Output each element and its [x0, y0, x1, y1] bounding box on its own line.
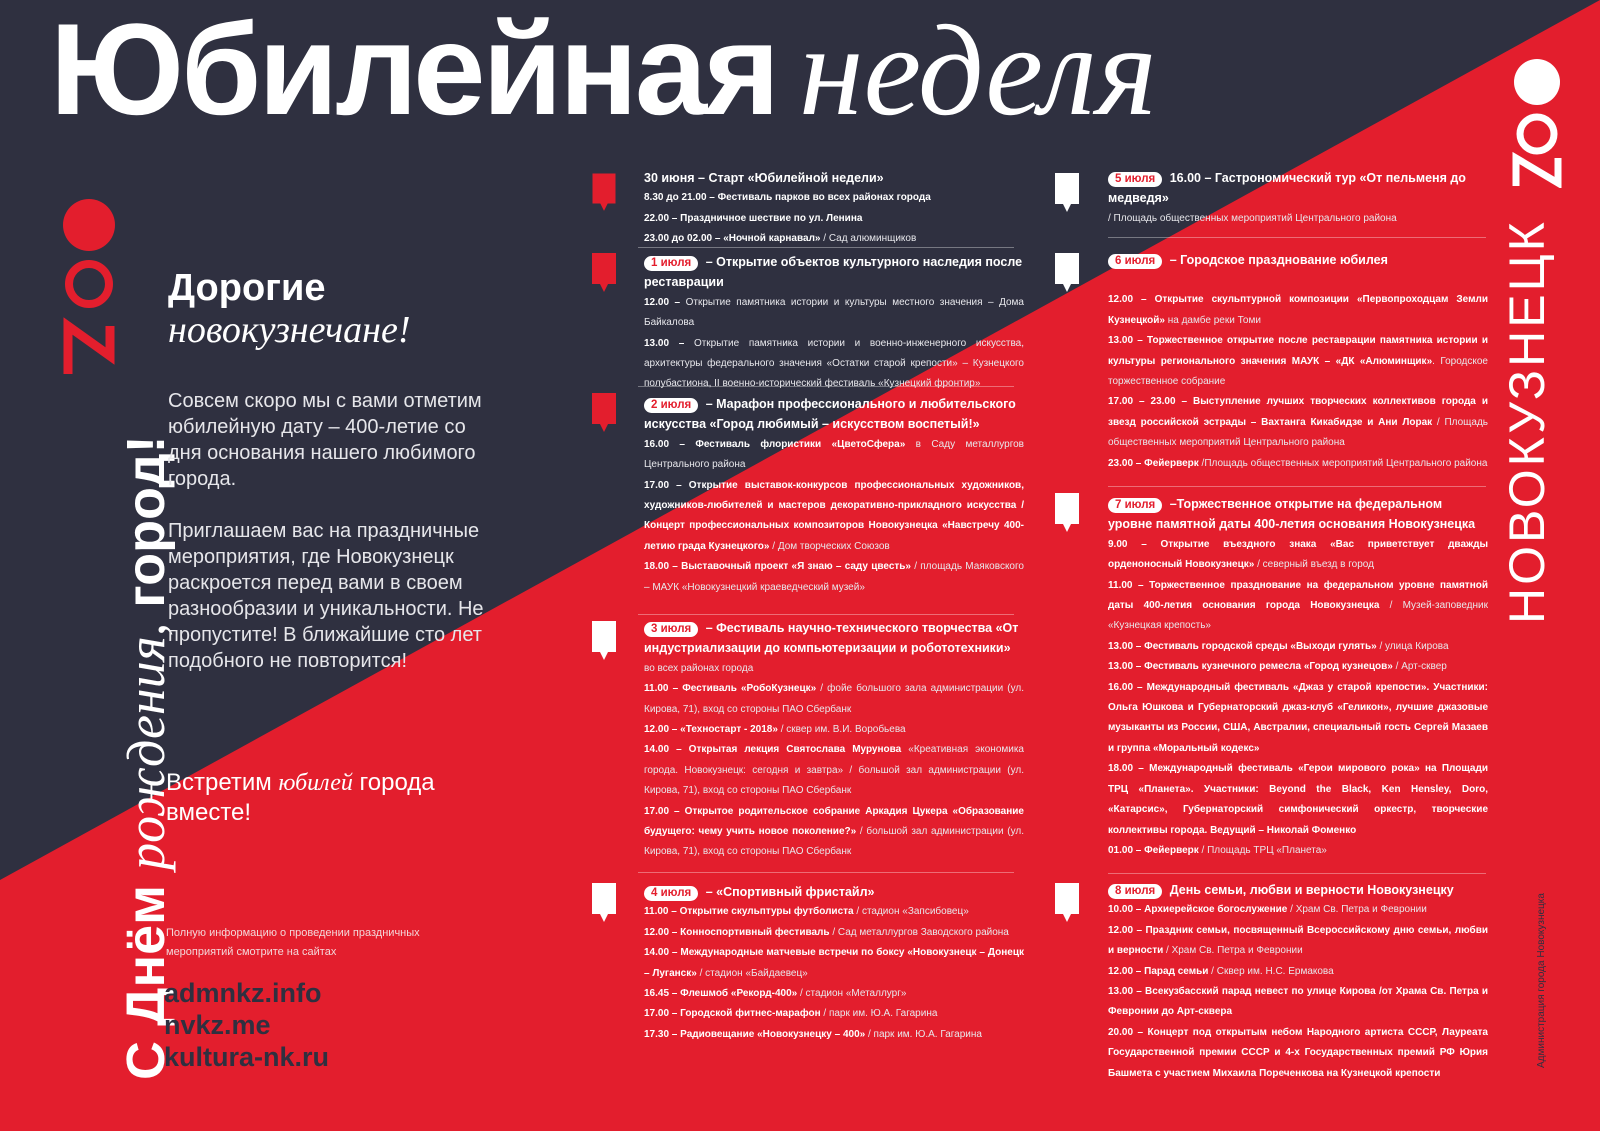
- event-time: 13.00 –: [1108, 986, 1146, 998]
- event-place: / сквер им. В.И. Воробьева: [777, 724, 906, 736]
- event-title: Международный фестиваль «Герои мирового рока» на Площади ТРЦ «Планета». Участники: Beyond the Black, Ken Hensley, Doro, «Катарсис», Губернаторский симфонический оркестр, творческие коллективы города. Ведущий – Николай Фоменко: [1108, 763, 1488, 836]
- event-row: [1108, 921, 1488, 962]
- city-name-vertical: НОВОКУЗНЕЦК: [1499, 219, 1555, 624]
- event-time: 18.00 –: [644, 561, 682, 573]
- event-time: 13.00 –: [644, 337, 694, 349]
- closing-a: Встретим: [166, 769, 279, 796]
- event-row: [1108, 331, 1488, 392]
- event-place: «Креативная экономика города. Новокузнецк: сегодня и завтра» / большой зал администрации (ул. Кирова, 71), вход со стороны ПАО Сбербанк: [644, 744, 1024, 797]
- event-row: [644, 1004, 1024, 1024]
- event-time: 8.30 до 21.00 –: [644, 192, 718, 204]
- event-title: Торжественное празднование на федеральном уровне памятной даты 400-летия основания города Новокузнецка: [1108, 579, 1489, 612]
- event-row: [1108, 759, 1488, 841]
- day-title-text: День семьи, любви и верности Новокузнецку: [1166, 883, 1454, 897]
- event-time: 9.00 –: [1108, 538, 1161, 550]
- event-place: во всех районах города: [644, 662, 754, 674]
- event-title: Концерт под открытым небом Народного артиста СССР, Лауреата Государственной премии СССР и 4-х Государственных премий РФ Юрия Башмета с участием Михаила Пореченкова на Кузнецкой крепости: [1108, 1026, 1488, 1079]
- rows: [1108, 900, 1488, 1084]
- event-time: 12.00 –: [1108, 965, 1145, 977]
- event-place: / большой зал администрации (ул. Кирова, 71), вход со стороны ПАО Сбербанк: [644, 826, 1024, 858]
- event-title: Открытая лекция Святослава Мурунова: [688, 744, 902, 756]
- pin-icon: [589, 170, 619, 218]
- event-time: 18.00 –: [1108, 763, 1150, 775]
- event-time: 20.00 –: [1108, 1026, 1148, 1038]
- event-time: 16.00 –: [1108, 681, 1147, 693]
- event-title: Городской фитнес-марафон: [680, 1008, 821, 1020]
- event-place: / Сад алюминщиков: [820, 233, 917, 245]
- date-badge: 1 июля: [644, 256, 698, 271]
- event-place: / площадь Маяковского – МАУК «Новокузнецкий краеведческий музей»: [644, 561, 1024, 593]
- event-place: / Площадь общественных мероприятий Центрального района: [1108, 416, 1488, 449]
- greeting-line2: новокузнечане!: [168, 309, 411, 351]
- event-title: Радиовещание «Новокузнецку – 400»: [680, 1028, 866, 1040]
- event-place: / Сад металлургов Заводского района: [829, 926, 1009, 938]
- day-5-july: [1108, 168, 1488, 229]
- event-time: 22.00 –: [644, 212, 681, 224]
- pin-icon: [1052, 490, 1082, 538]
- event-title: Торжественное открытие после реставрации памятника истории и культуры регионального значения МАУК – «ДК «Алюминщик»: [1108, 335, 1488, 367]
- day-title: [644, 618, 1024, 659]
- event-title: Международный фестиваль «Джаз у старой крепости». Участники: Ольга Юшкова и Губернаторский джаз-клуб «Геликон», лучшие джазовые музыканты из России, США, Австралии, специальный гость Сергей Мазаев и группа «Моральный кодекс»: [1108, 681, 1488, 754]
- event-title: Парад семьи: [1144, 965, 1209, 977]
- event-row: [1108, 392, 1488, 453]
- event-time: 12.00 –: [1108, 294, 1155, 306]
- event-row: [644, 802, 1024, 863]
- event-row: [644, 435, 1024, 476]
- event-place: Открытие памятника истории и военно-инженерного искусства, архитектуры федерального значения «Остатки старой крепости» – Кузнецкого полубастиона, II военно-исторический фестиваль «Кузнецкий фронтир»: [644, 337, 1024, 390]
- event-row: [644, 679, 1024, 720]
- event-row: [1108, 962, 1488, 982]
- day-title-text: 16.00 – Гастрономический тур «От пельменя до медведя»: [1108, 171, 1466, 206]
- event-time: 13.00 –: [1108, 661, 1145, 673]
- event-place: / Храм Св. Петра и Февронии: [1287, 904, 1427, 916]
- event-place: на дамбе реки Томи: [1164, 314, 1261, 326]
- event-place: / Площадь ТРЦ «Планета»: [1198, 844, 1327, 856]
- intro-paragraph: Совсем скоро мы с вами отметим юбилейную дату – 400-летие со дня основания нашего любимого города.: [168, 390, 482, 490]
- event-time: 17.00 – 23.00 –: [1108, 396, 1194, 408]
- event-time: 11.00 –: [1108, 579, 1150, 591]
- event-place: / фойе большого зала администрации (ул. Кирова, 71), вход со стороны ПАО Сбербанк: [644, 683, 1025, 715]
- event-place: / северный въезд в город: [1254, 559, 1374, 571]
- event-row: [1108, 678, 1488, 760]
- event-time: 23.00 –: [1108, 457, 1145, 469]
- date-badge: 2 июля: [644, 398, 698, 413]
- event-time: 10.00 –: [1108, 904, 1145, 916]
- event-place: / стадион «Байдаевец»: [696, 967, 808, 979]
- day-title: [1108, 168, 1488, 209]
- event-row: [1108, 637, 1488, 657]
- day-7-july: [1108, 494, 1488, 861]
- event-place: Открытие памятника истории и культуры местного значения – Дома Байкалова: [644, 296, 1024, 329]
- event-title: Всекузбасский парад невест по улице Кирова /от Храма Св. Петра и Февронии до Арт-сквера: [1108, 986, 1488, 1018]
- day-title-text: – Фестиваль научно-технического творчества «От индустриализации до компьютеризации и робототехники»: [644, 621, 1019, 656]
- event-row: [644, 923, 1024, 943]
- event-place: / Площадь общественных мероприятий Центрального района: [1108, 212, 1397, 224]
- event-time: 14.00 –: [644, 947, 681, 959]
- event-row: [644, 229, 1024, 249]
- rows: [644, 659, 1024, 863]
- separator: [1108, 237, 1486, 238]
- event-place: /Площадь общественных мероприятий Центрального района: [1198, 457, 1488, 469]
- logo-400-right: [1508, 58, 1566, 188]
- event-title: Открытие въездного знака «Вас приветствует дважды орденоносный Новокузнецк»: [1108, 538, 1488, 571]
- event-place: / Дом творческих Союзов: [769, 540, 890, 552]
- greeting-line1: Дорогие: [168, 267, 326, 309]
- rows: [644, 293, 1024, 395]
- day-title: [1108, 494, 1488, 535]
- event-time: 12.00 –: [644, 296, 686, 308]
- event-row: [1108, 982, 1488, 1023]
- day-title: [1108, 250, 1488, 270]
- day-title-text: – Марафон профессионального и любительского искусства «Город любимый – искусством воспетый!»: [644, 397, 1016, 432]
- event-row: [644, 293, 1024, 334]
- admin-credit: Администрация города Новокузнецка: [1536, 893, 1547, 1068]
- event-place: / Храм Св. Петра и Февронии: [1163, 945, 1303, 957]
- separator: [638, 872, 1014, 873]
- event-place: / Сквер им. Н.С. Ермакова: [1208, 965, 1334, 977]
- rows: [644, 188, 1024, 249]
- logo-400-left: [60, 196, 118, 374]
- pin-icon: [589, 618, 619, 666]
- event-title: Флешмоб «Рекорд-400»: [680, 988, 798, 1000]
- event-row: [644, 1025, 1024, 1045]
- pin-icon: [589, 880, 619, 928]
- separator: [638, 614, 1014, 615]
- separator: [1108, 873, 1486, 874]
- event-place: / улица Кирова: [1376, 640, 1449, 652]
- event-time: 12.00 –: [644, 724, 681, 736]
- event-row: [644, 334, 1024, 395]
- site-link-2[interactable]: nvkz.me: [164, 1010, 271, 1040]
- event-time: 17.00 –: [644, 805, 685, 817]
- event-time: 11.00 –: [644, 683, 683, 695]
- event-row: [644, 902, 1024, 922]
- day-title: [644, 882, 1024, 902]
- event-time: 16.45 –: [644, 988, 681, 1000]
- event-title: Архиерейское богослужение: [1144, 904, 1288, 916]
- event-row: [644, 209, 1024, 229]
- event-row: [644, 720, 1024, 740]
- event-title: Международные матчевые встречи по боксу «Новокузнецк – Донецк – Луганск»: [644, 947, 1024, 979]
- event-place: / парк им. Ю.А. Гагарина: [865, 1028, 982, 1040]
- date-badge: 3 июля: [644, 622, 698, 637]
- date-badge: 7 июля: [1108, 498, 1162, 513]
- event-time: 12.00 –: [1108, 924, 1146, 936]
- event-title: Фестиваль «РобоКузнецк»: [682, 683, 817, 695]
- event-row: [1108, 657, 1488, 677]
- date-badge: 4 июля: [644, 886, 698, 901]
- event-row: [644, 557, 1024, 598]
- day-1-july: [644, 252, 1024, 395]
- pin-icon: [589, 390, 619, 438]
- event-time: 12.00 –: [644, 926, 681, 938]
- event-title: Фестиваль парков во всех районах города: [717, 192, 931, 204]
- event-title: Фейерверк: [1144, 844, 1199, 856]
- pin-icon: [1052, 250, 1082, 298]
- event-title: «Техностарт - 2018»: [680, 724, 778, 736]
- day-6-july: [1108, 250, 1488, 474]
- event-time: 16.00 –: [644, 438, 696, 450]
- event-row: [644, 188, 1024, 208]
- site-link-3[interactable]: kultura-nk.ru: [164, 1042, 330, 1072]
- page-title: [50, 0, 1157, 146]
- closing-c: города вместе!: [166, 769, 435, 826]
- info-text: Полную информацию о проведении праздничных мероприятий смотрите на сайтах: [166, 927, 420, 958]
- day-2-july: [644, 394, 1024, 598]
- event-row: [1108, 841, 1488, 861]
- event-time: 11.00 –: [644, 906, 680, 918]
- day-4-july: [644, 882, 1024, 1045]
- event-place: в Саду металлургов Центрального района: [644, 438, 1024, 471]
- event-row: [1108, 454, 1488, 474]
- closing-b: юбилей: [278, 770, 353, 796]
- date-badge: 8 июля: [1108, 884, 1162, 899]
- slogan-part2: рождения,: [116, 622, 176, 870]
- event-row: [644, 740, 1024, 801]
- slogan-part1: С Днём: [116, 869, 176, 1080]
- date-badge: 5 июля: [1108, 172, 1162, 187]
- day-title-text: –Торжественное открытие на федеральном уровне памятной даты 400-летия основания Новокузнецка: [1108, 497, 1476, 532]
- event-time: 17.00 –: [644, 1008, 681, 1020]
- event-row: [1108, 535, 1488, 576]
- day-title-text: – Городское празднование юбилея: [1166, 253, 1388, 267]
- site-link-1[interactable]: admnkz.info: [164, 978, 322, 1008]
- event-row: [644, 984, 1024, 1004]
- pin-icon: [1052, 880, 1082, 928]
- event-row: [1108, 576, 1488, 637]
- event-time: 23.00 до 02.00 –: [644, 233, 724, 245]
- day-title: 30 июня – Старт «Юбилейной недели»: [644, 171, 884, 185]
- rows: [1108, 209, 1488, 229]
- event-title: Открытие скульптуры футболиста: [679, 906, 854, 918]
- event-place: / Арт-сквер: [1392, 661, 1447, 673]
- day-30-june: [644, 168, 1024, 250]
- event-row: [644, 476, 1024, 558]
- event-time: 17.30 –: [644, 1028, 681, 1040]
- event-row: [644, 659, 1024, 679]
- event-time: 14.00 –: [644, 744, 689, 756]
- event-time: 17.00 –: [644, 479, 689, 491]
- event-row: [644, 943, 1024, 984]
- event-row: [1108, 209, 1488, 229]
- closing-text: [166, 768, 506, 828]
- invite-paragraph: Приглашаем вас на праздничные мероприятия, где Новокузнецк раскроется перед вами в своем разнообразии и уникальности. Не пропустите! В ближайшие сто лет подобного не повторится!: [168, 520, 484, 672]
- day-8-july: [1108, 880, 1488, 1084]
- day-3-july: [644, 618, 1024, 863]
- separator: [1108, 486, 1486, 487]
- event-title: Конноспортивный фестиваль: [680, 926, 830, 938]
- slogan-part3: город!: [116, 435, 176, 623]
- event-row: [1108, 1023, 1488, 1084]
- pin-icon: [589, 250, 619, 298]
- event-title: Фестиваль кузнечного ремесла «Город кузнецов»: [1144, 661, 1393, 673]
- title-bold: Юбилейная: [50, 0, 778, 142]
- event-title: Открытие выставок-конкурсов профессиональных художников, художников-любителей и мастеров декоративно-прикладного искусства / Концерт профессиональных композиторов Новокузнецка «Навстречу 400-летию града Кузнецкого»: [644, 479, 1024, 552]
- day-title: [644, 252, 1024, 293]
- event-time: 01.00 –: [1108, 844, 1145, 856]
- event-title: Открытое родительское собрание Аркадия Цукера «Образование будущего: чему учить новое поколение?»: [644, 805, 1024, 838]
- event-place: / парк им. Ю.А. Гагарина: [820, 1008, 938, 1020]
- event-row: [1108, 900, 1488, 920]
- event-title: Фейерверк: [1144, 457, 1199, 469]
- rows: [1108, 290, 1488, 474]
- day-title: [644, 394, 1024, 435]
- event-title: Праздничное шествие по ул. Ленина: [680, 212, 863, 224]
- event-title: Выступление лучших творческих коллективов города и звезд российской эстрады – Вахтанга Кикабидзе и Ани Лорак: [1108, 396, 1488, 428]
- event-time: 13.00 –: [1108, 335, 1148, 347]
- event-title: Фестиваль флористики «ЦветоСфера»: [695, 438, 906, 450]
- rows: [644, 902, 1024, 1045]
- event-place: . Городское торжественное собрание: [1108, 355, 1488, 388]
- rows: [1108, 535, 1488, 862]
- day-title-text: – «Спортивный фристайл»: [702, 885, 875, 899]
- event-title: «Ночной карнавал»: [723, 233, 821, 245]
- day-title-text: – Открытие объектов культурного наследия после реставрации: [644, 255, 1023, 290]
- event-time: 13.00 –: [1108, 640, 1145, 652]
- event-title: Фестиваль городской среды «Выходи гулять»: [1144, 640, 1377, 652]
- event-place: / стадион «Запсибовец»: [853, 906, 969, 918]
- pin-icon: [1052, 170, 1082, 218]
- event-title: Выставочный проект «Я знаю – саду цвесть»: [681, 561, 911, 573]
- day-title: [1108, 880, 1488, 900]
- title-italic: неделя: [799, 0, 1157, 143]
- date-badge: 6 июля: [1108, 254, 1162, 269]
- event-place: / стадион «Металлург»: [797, 988, 907, 1000]
- event-row: [1108, 290, 1488, 331]
- event-title: Праздник семьи, посвященный Всероссийскому дню семьи, любви и верности: [1108, 924, 1488, 957]
- rows: [644, 435, 1024, 598]
- event-place: / Музей-заповедник «Кузнецкая крепость»: [1108, 600, 1488, 632]
- event-title: Открытие скульптурной композиции «Первопроходцам Земли Кузнецкой»: [1108, 294, 1488, 326]
